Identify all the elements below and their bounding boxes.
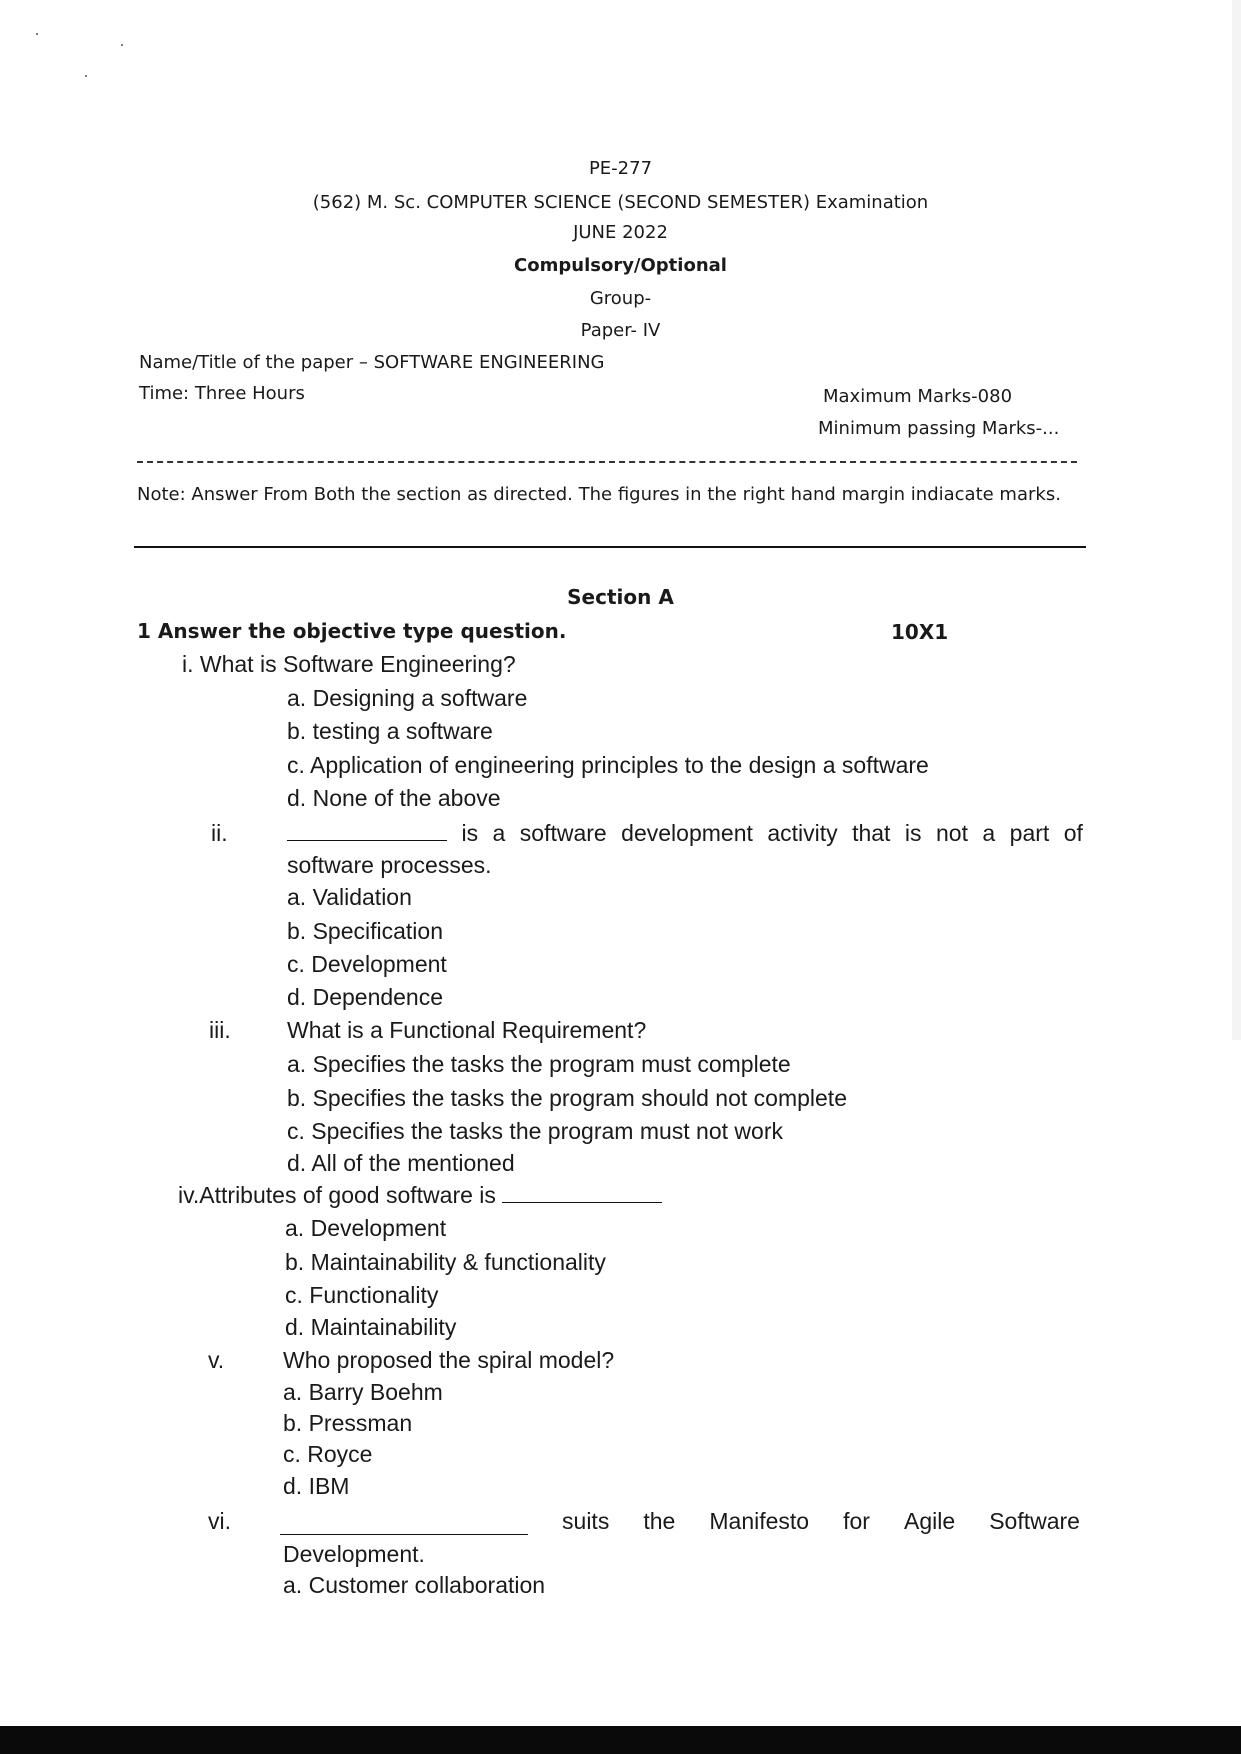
min-marks: Minimum passing Marks-... — [818, 418, 1060, 439]
paper-name: Name/Title of the paper – SOFTWARE ENGINEERING — [139, 352, 605, 373]
dashed-divider — [137, 461, 1077, 463]
option: b. Specification — [287, 918, 443, 944]
question-vi-line: suits the Manifesto for Agile Software — [280, 1508, 1080, 1535]
question-ii-line: is a software development activity that is not a part of — [287, 820, 1083, 847]
answer-blank — [287, 820, 447, 841]
option: a. Customer collaboration — [283, 1572, 546, 1598]
question-number: v. — [208, 1347, 225, 1373]
max-marks: Maximum Marks-080 — [823, 386, 1013, 407]
option: d. IBM — [283, 1473, 350, 1499]
option: d. Maintainability — [285, 1314, 457, 1340]
option: d. Dependence — [287, 984, 444, 1010]
question-number: ii. — [211, 820, 228, 846]
question-i — [182, 651, 516, 678]
option: a. Development — [285, 1215, 447, 1241]
option: a. Designing a software — [287, 685, 528, 711]
question-text-continuation: Development. — [283, 1541, 425, 1567]
solid-divider — [134, 546, 1086, 548]
scan-speck — [85, 75, 87, 77]
answer-blank — [280, 1514, 528, 1535]
option: c. Specifies the tasks the program must not work — [287, 1118, 783, 1144]
question-text: Who proposed the spiral model? — [283, 1347, 615, 1373]
option: d. All of the mentioned — [287, 1150, 515, 1176]
scan-edge-right — [1232, 0, 1241, 1040]
section-title: Section A — [567, 585, 674, 609]
option: c. Functionality — [285, 1282, 439, 1308]
question-text: Attributes of good software is — [199, 1182, 496, 1208]
question-number: vi. — [208, 1508, 231, 1534]
paper-group: Group- — [589, 288, 652, 309]
option: a. Barry Boehm — [283, 1379, 443, 1405]
paper-type: Compulsory/Optional — [514, 255, 727, 276]
question-text: What is Software Engineering? — [199, 651, 516, 677]
exam-note: Note: Answer From Both the section as directed. The figures in the right hand margin indiacate marks. — [137, 484, 1061, 505]
option: d. None of the above — [287, 785, 501, 811]
paper-code: PE-277 — [588, 158, 653, 179]
scan-edge-bottom — [0, 1726, 1241, 1754]
exam-session: JUNE 2022 — [573, 222, 668, 243]
option: c. Royce — [283, 1441, 373, 1467]
question-marks: 10X1 — [891, 620, 949, 644]
question-number: i. — [182, 651, 194, 677]
question-instruction: 1 Answer the objective type question. — [137, 619, 567, 643]
exam-title: (562) M. Sc. COMPUTER SCIENCE (SECOND SEMESTER) Examination — [312, 192, 929, 213]
scan-speck — [121, 44, 123, 46]
option: b. Pressman — [283, 1410, 413, 1436]
option: b. testing a software — [287, 718, 493, 744]
answer-blank — [502, 1182, 662, 1203]
question-number: iii. — [209, 1017, 231, 1043]
question-text: What is a Functional Requirement? — [287, 1017, 647, 1043]
option: c. Application of engineering principles to the design a software — [287, 752, 929, 778]
question-number: iv. — [178, 1182, 200, 1208]
option: b. Maintainability & functionality — [285, 1249, 606, 1275]
question-text-continuation: software processes. — [287, 852, 492, 878]
option: a. Validation — [287, 884, 412, 910]
option: b. Specifies the tasks the program should not complete — [287, 1085, 847, 1111]
question-iv — [178, 1182, 662, 1209]
scan-speck — [36, 33, 38, 35]
option: c. Development — [287, 951, 447, 977]
exam-time: Time: Three Hours — [139, 383, 305, 404]
option: a. Specifies the tasks the program must complete — [287, 1051, 791, 1077]
paper-number: Paper- IV — [580, 320, 661, 341]
